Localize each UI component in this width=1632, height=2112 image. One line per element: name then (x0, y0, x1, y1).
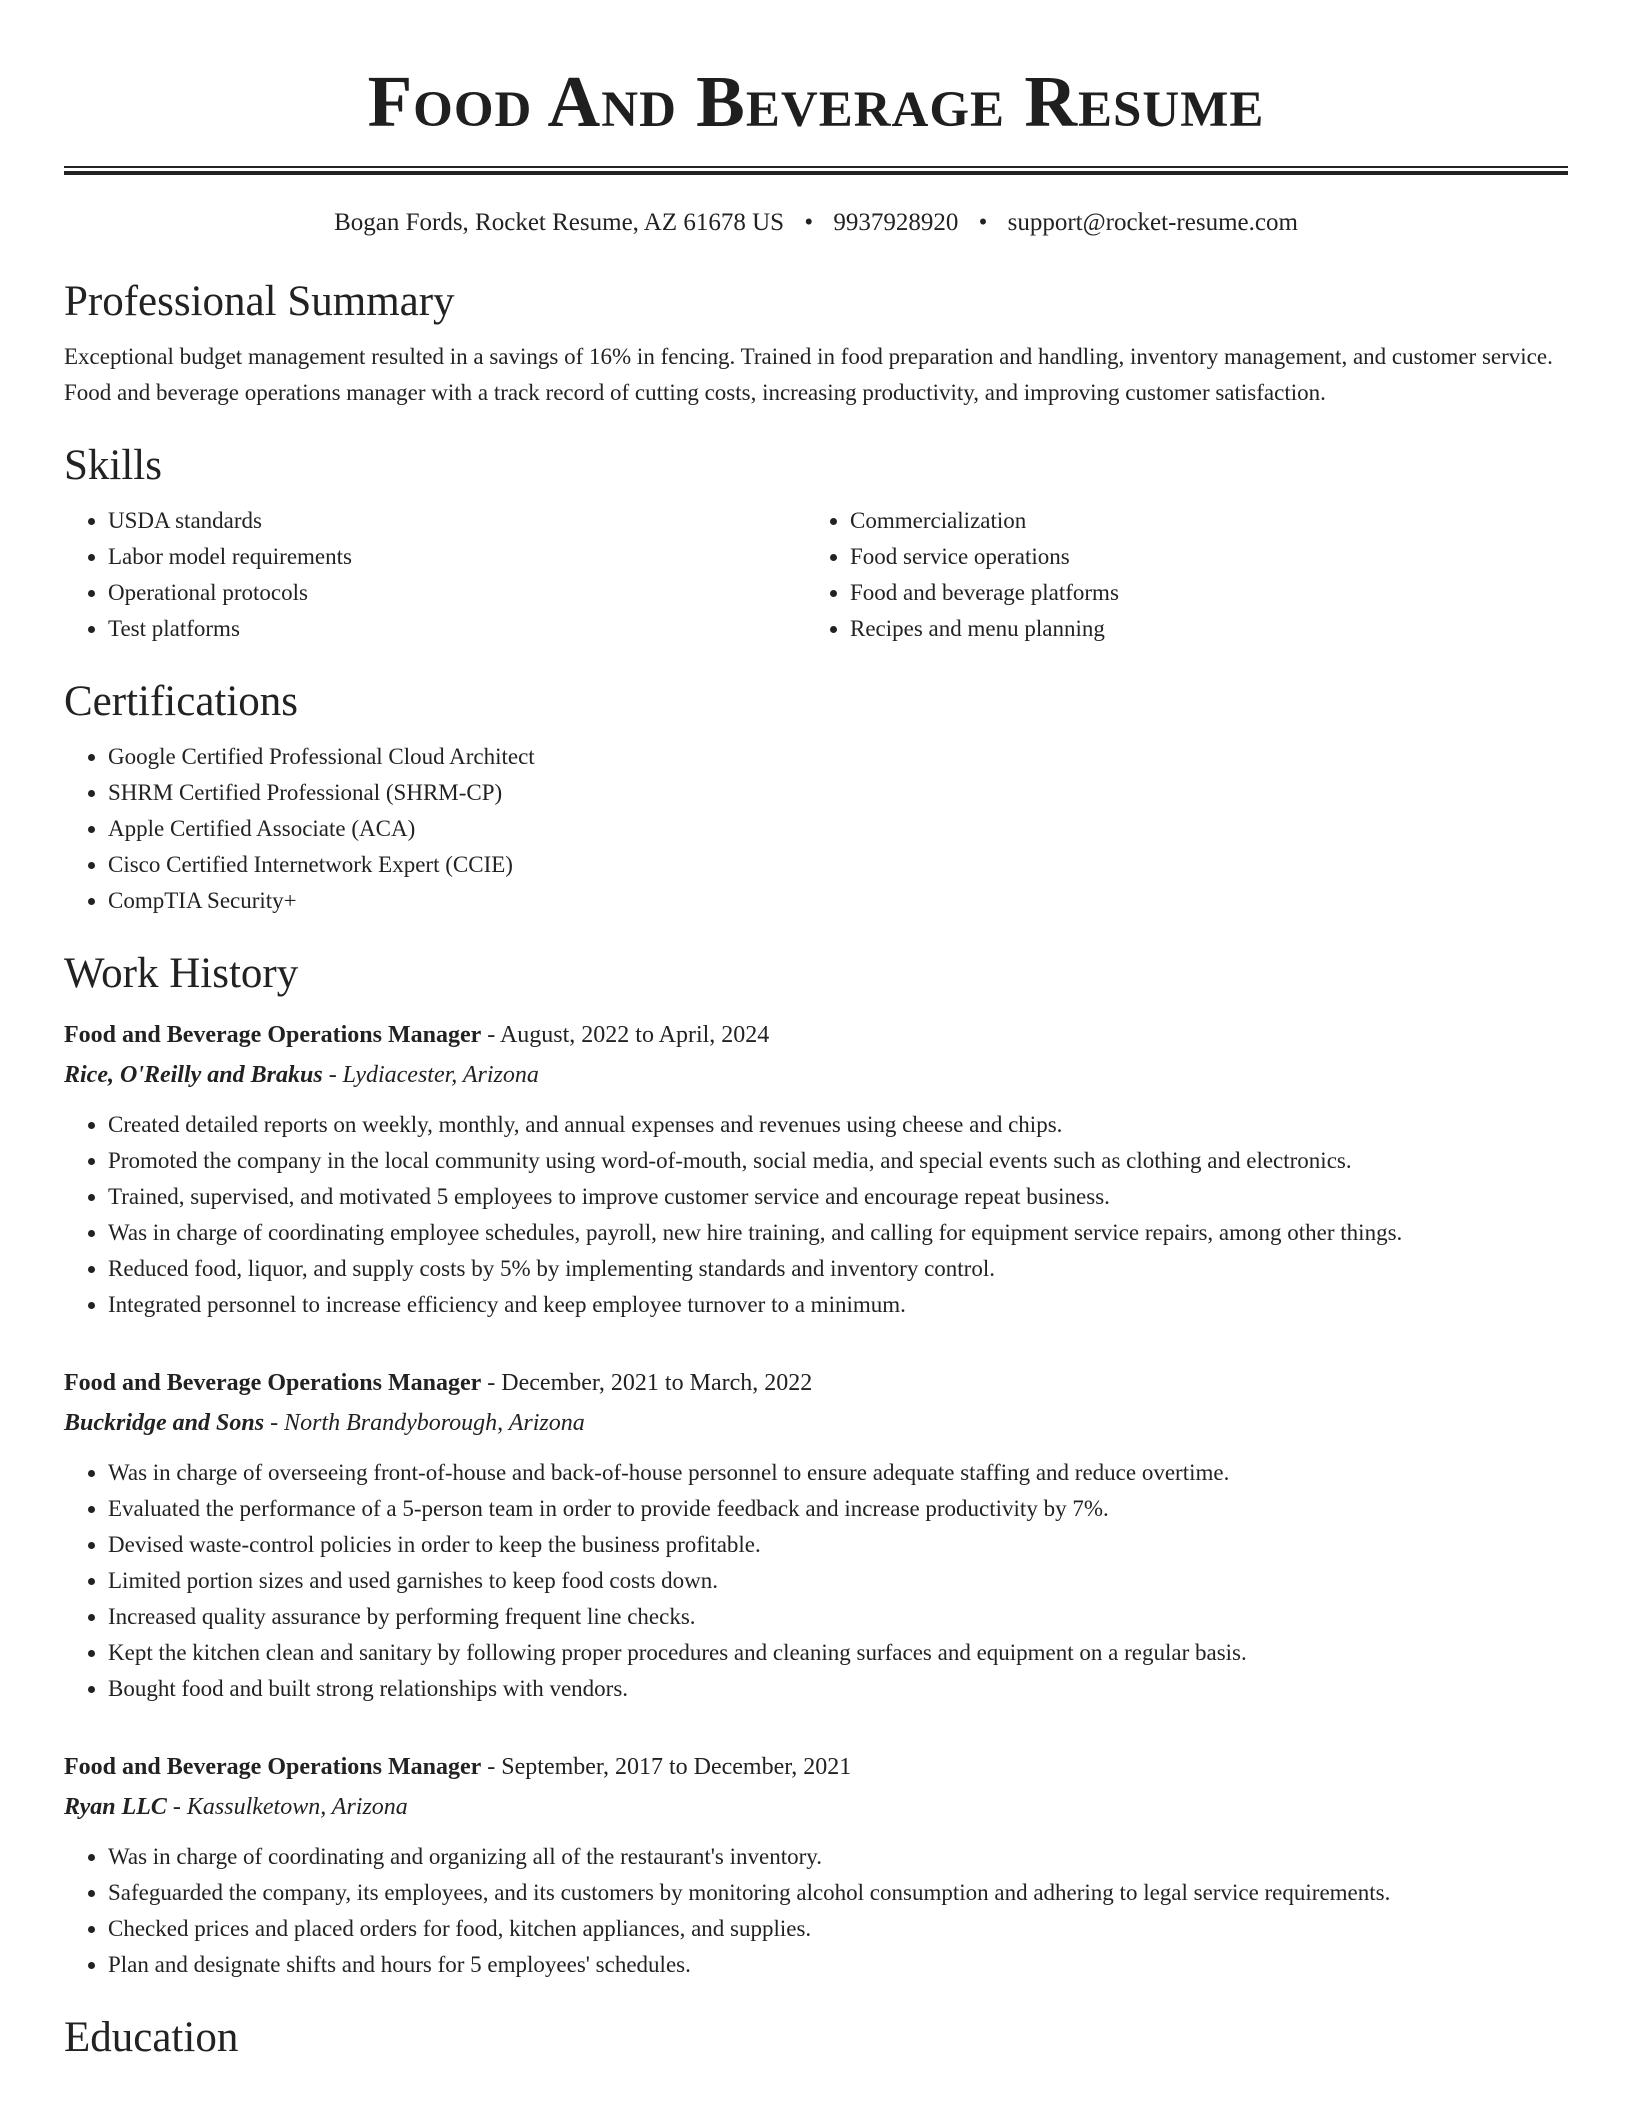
section-heading-education: Education (64, 2014, 239, 2061)
job-employer: Ryan LLC (64, 1794, 167, 1820)
job-dates: - September, 2017 to December, 2021 (481, 1754, 852, 1780)
job-location: - North Brandyborough, Arizona (264, 1410, 585, 1436)
job-bullet: • Limited portion sizes and used garnishes to keep food costs down. (108, 1563, 1568, 1599)
work-history-section (64, 947, 1568, 1983)
job-bullet: • Increased quality assurance by performing frequent line checks. (108, 1599, 1568, 1635)
job-role: Food and Beverage Operations Manager (64, 1754, 482, 1780)
contact-email: support@rocket-resume.com (1007, 209, 1298, 236)
job-bullet: • Plan and designate shifts and hours for 5 employees' schedules. (108, 1947, 1568, 1983)
job-employer-line (64, 1787, 1568, 1827)
job-bullet: • Integrated personnel to increase efficiency and keep employee turnover to a minimum. (108, 1287, 1568, 1323)
job-role: Food and Beverage Operations Manager (64, 1370, 482, 1396)
job-bullet: • Devised waste-control policies in order to keep the business profitable. (108, 1527, 1568, 1563)
skills-grid (64, 503, 1568, 647)
education-section (64, 2011, 1568, 2065)
professional-summary-section (64, 275, 1568, 411)
certification-item: • Google Certified Professional Cloud Architect (108, 739, 1568, 775)
job-bullet: • Was in charge of overseeing front-of-house and back-of-house personnel to ensure adequate staffing and reduce overtime. (108, 1455, 1568, 1491)
certification-item: • Cisco Certified Internetwork Expert (CCIE) (108, 847, 1568, 883)
job-title-line (64, 1747, 1568, 1787)
job-bullets (64, 1839, 1568, 1983)
section-heading-summary: Professional Summary (64, 278, 455, 325)
job-location: - Kassulketown, Arizona (166, 1794, 408, 1820)
section-heading-work-history: Work History (64, 950, 299, 997)
job-dates: - August, 2022 to April, 2024 (481, 1022, 770, 1048)
contact-separator: • (804, 209, 814, 236)
job-bullets (64, 1455, 1568, 1707)
skill-item: • Food service operations (850, 539, 1548, 575)
skill-item: • Operational protocols (108, 575, 806, 611)
skill-item: • Commercialization (850, 503, 1548, 539)
job-bullet: • Safeguarded the company, its employees, and its customers by monitoring alcohol consumption and adhering to legal service requirements. (108, 1875, 1568, 1911)
job-employer-line (64, 1403, 1568, 1443)
job-bullet: • Trained, supervised, and motivated 5 employees to improve customer service and encourage repeat business. (108, 1179, 1568, 1215)
job-bullet: • Created detailed reports on weekly, monthly, and annual expenses and revenues using cheese and chips. (108, 1107, 1568, 1143)
skill-item: • Test platforms (108, 611, 806, 647)
certification-item: • Apple Certified Associate (ACA) (108, 811, 1568, 847)
job-location: - Lydiacester, Arizona (322, 1062, 539, 1088)
skill-item: • USDA standards (108, 503, 806, 539)
job-bullet: • Evaluated the performance of a 5-person team in order to provide feedback and increase productivity by 7%. (108, 1491, 1568, 1527)
skill-item: • Labor model requirements (108, 539, 806, 575)
job-role: Food and Beverage Operations Manager (64, 1022, 482, 1048)
contact-address: Bogan Fords, Rocket Resume, AZ 61678 US (334, 209, 785, 236)
job-entry (64, 1747, 1568, 1983)
job-bullet: • Bought food and built strong relationships with vendors. (108, 1671, 1568, 1707)
job-entry (64, 1363, 1568, 1707)
job-employer: Buckridge and Sons (64, 1410, 265, 1436)
job-bullet: • Was in charge of coordinating employee schedules, payroll, new hire training, and calling for equipment service repairs, among other things. (108, 1215, 1568, 1251)
skills-list-left (64, 503, 806, 647)
skills-column-left (64, 503, 806, 647)
job-bullet: • Kept the kitchen clean and sanitary by following proper procedures and cleaning surfaces and equipment on a regular basis. (108, 1635, 1568, 1671)
job-title-line (64, 1363, 1568, 1403)
skills-list-right (806, 503, 1548, 647)
contact-phone: 9937928920 (833, 209, 959, 236)
skills-column-right (806, 503, 1548, 647)
certifications-list (64, 739, 1568, 919)
title-double-rule (64, 166, 1568, 175)
skills-section (64, 439, 1568, 647)
skill-item: • Food and beverage platforms (850, 575, 1548, 611)
section-heading-skills: Skills (64, 442, 162, 489)
job-employer: Rice, O'Reilly and Brakus (64, 1062, 323, 1088)
job-bullet: • Was in charge of coordinating and organizing all of the restaurant's inventory. (108, 1839, 1568, 1875)
contact-separator: • (978, 209, 988, 236)
job-bullet: • Reduced food, liquor, and supply costs by 5% by implementing standards and inventory control. (108, 1251, 1568, 1287)
section-heading-certifications: Certifications (64, 678, 299, 725)
summary-text: Exceptional budget management resulted in a savings of 16% in fencing. Trained in food preparation and handling, inventory management, and customer service. Food and beverage operations manager with a track record of cutting costs, increasing productivity, and improving customer satisfaction. (64, 344, 1553, 405)
resume-title: Food And Beverage Resume (367, 61, 1265, 142)
job-bullet: • Promoted the company in the local community using word-of-mouth, social media, and special events such as clothing and electronics. (108, 1143, 1568, 1179)
job-employer-line (64, 1055, 1568, 1095)
job-title-line (64, 1015, 1568, 1055)
skill-item: • Recipes and menu planning (850, 611, 1548, 647)
certifications-section (64, 675, 1568, 919)
certification-item: • SHRM Certified Professional (SHRM-CP) (108, 775, 1568, 811)
job-entry (64, 1015, 1568, 1323)
job-bullet: • Checked prices and placed orders for food, kitchen appliances, and supplies. (108, 1911, 1568, 1947)
job-bullets (64, 1107, 1568, 1323)
certification-item: • CompTIA Security+ (108, 883, 1568, 919)
job-dates: - December, 2021 to March, 2022 (481, 1370, 813, 1396)
contact-line (64, 207, 1568, 239)
